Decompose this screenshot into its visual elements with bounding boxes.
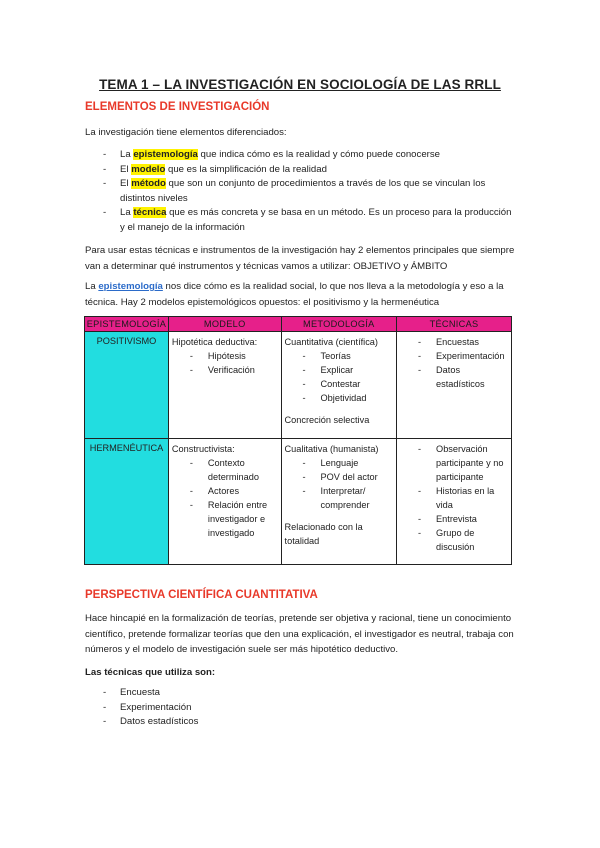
comparison-table xyxy=(84,316,512,565)
intro-text: La investigación tiene elementos diferenciados: xyxy=(85,127,287,138)
cell-modelo-positivismo: Hipotética deductiva: - Hipótesis - Verificación xyxy=(168,332,281,439)
paragraph-epistemologia: La epistemología nos dice cómo es la realidad social, lo que nos lleva a la metodología y eso a la técnica. Hay 2 modelos epistemológicos opuestos: el positivismo y la hermenéutica xyxy=(85,281,504,308)
list-item: - Datos estadísticos xyxy=(400,363,508,391)
list-item: - La epistemología que indica cómo es la realidad y cómo puede conocerse xyxy=(85,148,515,163)
list-item: - Contestar xyxy=(285,377,394,391)
list-item: - POV del actor xyxy=(285,470,394,484)
cell-tecnicas-positivismo xyxy=(397,332,512,439)
list-item: - Interpretar/ comprender xyxy=(285,484,394,512)
list-item: - Verificación xyxy=(172,363,278,377)
list-item: - El método que son un conjunto de procedimientos a través de los que se vinculan los distintos niveles xyxy=(85,177,515,206)
list-item: - Observación participante y no participante xyxy=(400,442,508,484)
list-item: - Historias en la vida xyxy=(400,484,508,512)
list-item: - Contexto determinado xyxy=(172,456,278,484)
note-totalidad: Relacionado con la totalidad xyxy=(284,522,363,546)
header-modelo: MODELO xyxy=(168,317,281,332)
header-metodologia: METODOLOGÍA xyxy=(281,317,397,332)
epistemologia-link[interactable]: epistemología xyxy=(98,281,163,292)
tecnicas-list xyxy=(85,686,515,730)
list-item: - Experimentación xyxy=(400,349,508,363)
header-epistemologia: EPISTEMOLOGÍA xyxy=(85,317,169,332)
list-item: - Encuesta xyxy=(85,686,515,701)
list-item: - Objetividad xyxy=(285,391,394,405)
list-item: - Experimentación xyxy=(85,701,515,716)
list-item: - Explicar xyxy=(285,363,394,377)
cell-hermeneutica: HERMENÉUTICA xyxy=(85,439,169,565)
table-header-row xyxy=(85,317,512,332)
list-item: - Grupo de discusión xyxy=(400,526,508,554)
section-heading-perspectiva: PERSPECTIVA CIENTÍFICA CUANTITATIVA xyxy=(85,589,318,601)
list-item: - Lenguaje xyxy=(285,456,394,470)
cell-positivismo: POSITIVISMO xyxy=(85,332,169,439)
page-title: TEMA 1 – LA INVESTIGACIÓN EN SOCIOLOGÍA DE LAS RRLL xyxy=(99,77,501,92)
list-item: - Teorías xyxy=(285,349,394,363)
elements-list xyxy=(85,148,515,235)
paragraph-objetivo-ambito: Para usar estas técnicas e instrumentos de la investigación hay 2 elementos principales que siempre van a determinar qué instrumentos y técnicas vamos a utilizar: OBJETIVO y ÁMBITO xyxy=(85,245,515,272)
note-concrecion: Concreción selectiva xyxy=(284,415,370,425)
subheading-tecnicas: Las técnicas que utiliza son: xyxy=(85,667,216,678)
cell-modelo-hermeneutica: Constructivista: - Contexto determinado - Actores - Relación entre investigador e investigado xyxy=(168,439,281,565)
section-heading-elementos: ELEMENTOS DE INVESTIGACIÓN xyxy=(85,101,270,113)
list-item: - Encuestas xyxy=(400,335,508,349)
cell-metodologia-positivismo: Cuantitativa (científica) - Teorías - Explicar - Contestar - Objetividad Concreción selectiva xyxy=(281,332,397,439)
list-item: - Relación entre investigador e investigado xyxy=(172,498,278,540)
header-tecnicas: TÉCNICAS xyxy=(397,317,512,332)
cell-metodologia-hermeneutica: Cualitativa (humanista) - Lenguaje - POV del actor - Interpretar/ comprender Relacionado con la totalidad xyxy=(281,439,397,565)
paragraph-perspectiva: Hace hincapié en la formalización de teorías, pretende ser objetiva y racional, tiene un conocimiento científico, pretende formalizar teorías que den una explicación, el investigador es neutral, trabaja con números y el modelo de investigación suele ser más hipotético deductivo. xyxy=(85,613,514,655)
list-item: - La técnica que es más concreta y se basa en un método. Es un proceso para la producción y el manejo de la información xyxy=(85,206,515,235)
list-item: - Entrevista xyxy=(400,512,508,526)
cell-tecnicas-hermeneutica xyxy=(397,439,512,565)
list-item: - El modelo que es la simplificación de la realidad xyxy=(85,163,515,178)
list-item: - Datos estadísticos xyxy=(85,715,515,730)
list-item: - Actores xyxy=(172,484,278,498)
list-item: - Hipótesis xyxy=(172,349,278,363)
table-row xyxy=(85,439,512,565)
table-row xyxy=(85,332,512,439)
